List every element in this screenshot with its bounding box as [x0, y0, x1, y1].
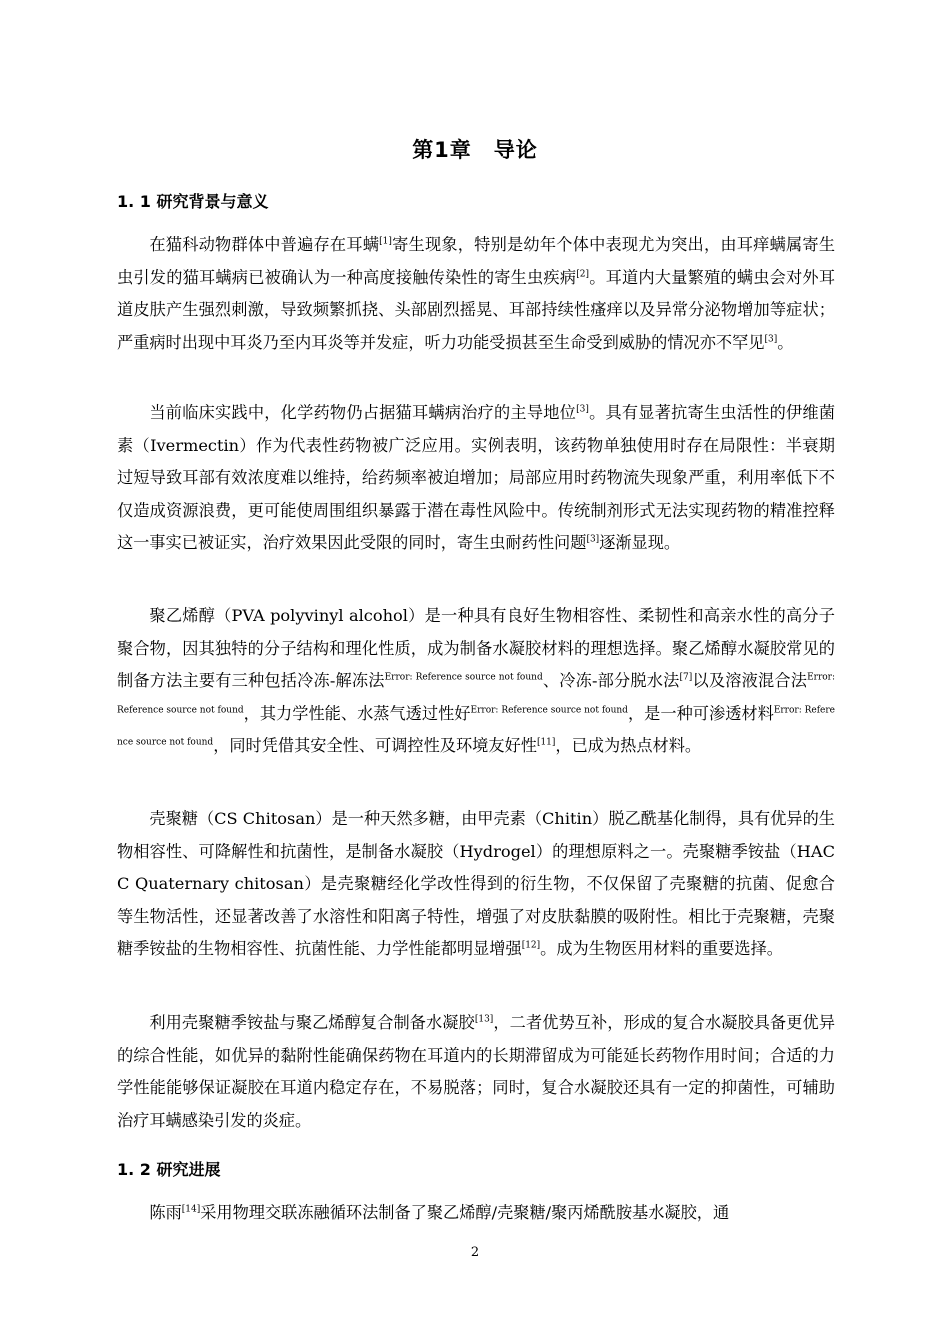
text-run: 逐渐显现。: [599, 533, 681, 553]
paragraph-ear-mite-background: [117, 229, 835, 359]
citation-ref: [3]: [764, 334, 778, 345]
section-heading-1-2: 1. 2 研究进展: [117, 1160, 221, 1179]
text-run: 壳聚糖（CS Chitosan）是一种天然多糖，由甲壳素（Chitin）脱乙酰基化制得，具有优异的生物相容性、可降解性和抗菌性，是制备水凝胶（Hydrogel）的理想原料之一。壳聚糖季铵盐（HACC Quaternary chitosan）是壳聚糖经化学改性得到的衍生物，不仅保留了壳聚糖的抗菌、促愈合等生物活性，还显著改善了水溶性和阳离子特性，增强了对皮肤黏膜的吸附性。相比于壳聚糖，壳聚糖季铵盐的生物相容性、抗菌性能、力学性能都明显增强: [117, 809, 835, 959]
text-run: ，同时凭借其安全性、可调控性及环境友好性: [213, 736, 537, 756]
paragraph-clinical-treatment: [117, 397, 835, 560]
text-run: 在猫科动物群体中普遍存在耳螨: [149, 235, 380, 254]
text-run: 。具有显著抗寄生虫活性的伊维菌素（Ivermectin）作为代表性药物被广泛应用。实例表明，该药物单独使用时存在局限性：半衰期过短导致耳部有效浓度难以维持，给药频率被迫增加；局部应用时药物流失现象严重，利用率低下不仅造成资源浪费，更可能使周围组织暴露于潜在毒性风险中。传统制剂形式无法实现药物的精准控释这一事实已被证实，治疗效果因此受限的同时，寄生虫耐药性问题: [117, 403, 836, 553]
text-run: 、冷冻-部分脱水法: [542, 671, 680, 691]
paragraph-composite-hydrogel: [117, 1007, 835, 1137]
text-run: ，是一种可渗透材料: [627, 703, 774, 723]
section-heading-1-1: 1. 1 研究背景与意义: [117, 192, 269, 211]
text-run: 。成为生物医用材料的重要选择。: [540, 939, 783, 959]
reference-error-note: Error: Reference source not found: [117, 672, 836, 716]
text-run: 当前临床实践中，化学药物仍占据猫耳螨病治疗的主导地位: [149, 403, 577, 422]
text-run: ，二者优势互补，形成的复合水凝胶具备更优异的综合性能，如优异的黏附性能确保药物在耳道内的长期滞留成为可能延长药物作用时间；合适的力学性能能够保证凝胶在耳道内稳定存在，不易脱落；同时，复合水凝胶还具有一定的抑菌性，可辅助治疗耳螨感染引发的炎症。: [117, 1013, 836, 1130]
text-run: 聚乙烯醇（PVA polyvinyl alcohol）是一种具有良好生物相容性、柔韧性和高亲水性的高分子聚合物，因其独特的分子结构和理化性质，成为制备水凝胶材料的理想选择。聚乙烯醇水凝胶常见的制备方法主要有三种包括冷冻-解冻法: [117, 606, 835, 691]
citation-ref: [3]: [576, 404, 589, 415]
citation-ref: [13]: [474, 1014, 494, 1025]
citation-ref: [2]: [576, 269, 589, 280]
text-run: 利用壳聚糖季铵盐与聚乙烯醇复合制备水凝胶: [149, 1013, 475, 1032]
citation-ref: [11]: [536, 737, 556, 748]
text-run: 以及溶液混合法: [692, 671, 808, 691]
citation-ref: [12]: [521, 940, 541, 951]
text-run: 寄生现象，特别是幼年个体中表现尤为突出，由耳痒螨属寄生虫引发的猫耳螨病已被确认为一种高度接触传染性的寄生虫疾病: [117, 235, 836, 287]
text-run: ，已成为热点材料。: [555, 736, 702, 756]
reference-error-note: Error: Reference source not found: [384, 672, 543, 683]
reference-error-note: Error: Reference source not found: [470, 705, 628, 716]
text-run: 。: [777, 332, 794, 352]
paragraph-chitosan: [117, 803, 835, 966]
text-run: ，其力学性能、水蒸气透过性好: [243, 703, 471, 723]
citation-ref: [1]: [379, 236, 392, 247]
text-run: 陈雨: [149, 1203, 182, 1222]
citation-ref: [14]: [181, 1204, 201, 1215]
text-run: 。耳道内大量繁殖的螨虫会对外耳道皮肤产生强烈刺激，导致频繁抓挠、头部剧烈摇晃、耳部持续性瘙痒以及异常分泌物增加等症状；严重病时出现中耳炎乃至内耳炎等并发症，听力功能受损甚至生命受到威胁的情况亦不罕见: [117, 267, 836, 352]
paragraph-pva-hydrogel: [117, 600, 835, 763]
citation-ref: [3]: [586, 534, 600, 545]
reference-error-note: Error: Reference source not found: [117, 705, 836, 748]
citation-ref: [7]: [679, 672, 693, 683]
page-number: 2: [470, 1245, 480, 1260]
text-run: 采用物理交联冻融循环法制备了聚乙烯醇/壳聚糖/聚丙烯酰胺基水凝胶，通: [200, 1203, 730, 1222]
chapter-title: 第1章 导论: [412, 138, 538, 162]
paragraph-research-progress: [117, 1197, 835, 1230]
